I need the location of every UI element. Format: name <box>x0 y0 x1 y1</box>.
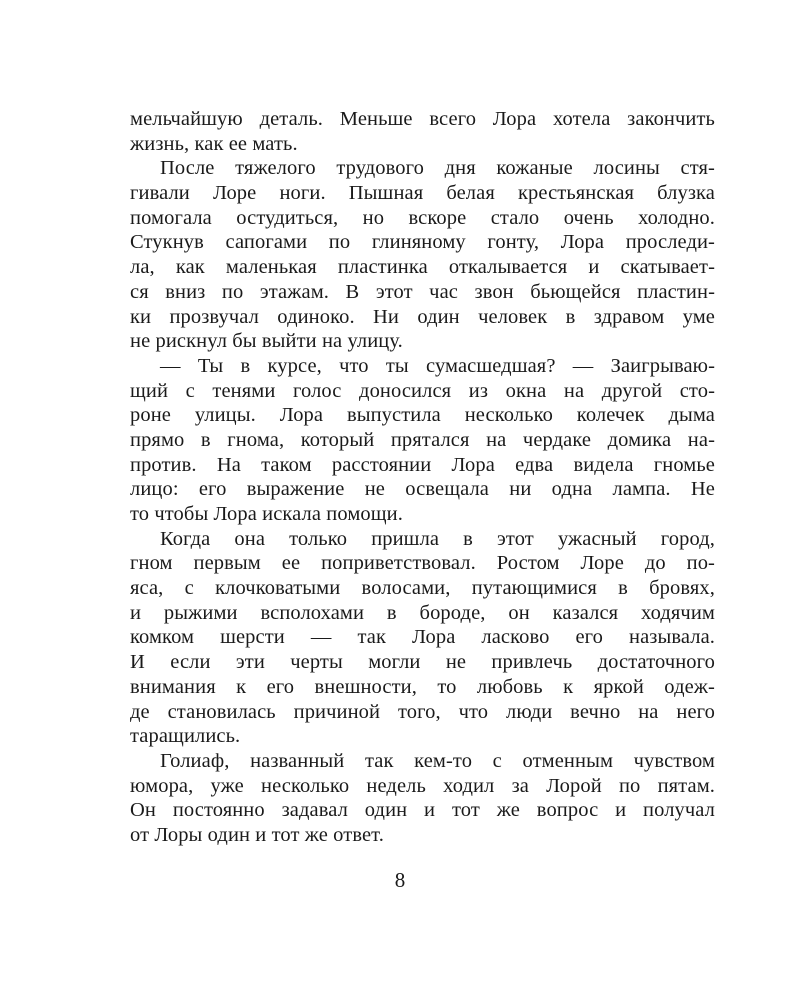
text-line: юмора, уже несколько недель ходил за Лорой по пятам. <box>130 774 715 797</box>
page-text <box>130 107 715 848</box>
text-line: После тяжелого трудового дня кожаные лосины стя- <box>160 157 715 180</box>
paragraph <box>130 527 715 749</box>
text-line: прямо в гнома, который прятался на чердаке домика на- <box>130 428 715 451</box>
text-line: Когда она только пришла в этот ужасный город, <box>160 527 715 550</box>
text-line: жизнь, как ее мать. <box>130 132 298 155</box>
text-line: яса, с клочковатыми волосами, путающимися в бровях, <box>130 577 715 600</box>
text-line: гивали Лоре ноги. Пышная белая крестьянская блузка <box>130 182 715 205</box>
text-line: — Ты в курсе, что ты сумасшедшая? — Заигрываю- <box>160 354 715 377</box>
text-line: мельчайшую деталь. Меньше всего Лора хотела закончить <box>130 108 715 130</box>
paragraph <box>130 107 715 156</box>
text-line: таращились. <box>130 725 241 748</box>
text-line: И если эти черты могли не привлечь достаточного <box>130 651 715 674</box>
text-line: ки прозвучал одиноко. Ни один человек в здравом уме <box>130 305 715 328</box>
paragraph <box>130 354 715 527</box>
text-line: то чтобы Лора искала помощи. <box>130 503 403 525</box>
text-line: гном первым ее поприветствовал. Ростом Лоре до по- <box>130 552 715 575</box>
page-number: 8 <box>394 868 406 892</box>
text-line: помогала остудиться, но вскоре стало очень холодно. <box>130 206 715 229</box>
text-line: Он постоянно задавал один и тот же вопрос и получал <box>130 799 715 822</box>
text-line: ла, как маленькая пластинка откалывается и скатывает- <box>130 256 715 279</box>
text-line: Голиаф, названный так кем-то с отменным чувством <box>160 749 715 772</box>
text-line: Стукнув сапогами по глиняному гонту, Лора проследи- <box>130 231 715 254</box>
text-line: роне улицы. Лора выпустила несколько колечек дыма <box>130 404 715 427</box>
text-line: от Лоры один и тот же ответ. <box>130 823 384 846</box>
paragraph <box>130 156 715 354</box>
text-line: против. На таком расстоянии Лора едва видела гномье <box>130 453 715 476</box>
text-line: комком шерсти — так Лора ласково его называла. <box>130 626 715 649</box>
text-line: де становилась причиной того, что люди вечно на него <box>130 700 715 723</box>
text-line: и рыжими всполохами в бороде, он казался ходячим <box>130 601 715 624</box>
text-line: ся вниз по этажам. В этот час звон бьющейся пластин- <box>130 280 715 303</box>
text-line: лицо: его выражение не освещала ни одна лампа. Не <box>130 478 715 501</box>
paragraph <box>130 749 715 848</box>
text-line: щий с тенями голос доносился из окна на другой сто- <box>130 379 715 402</box>
text-line: внимания к его внешности, то любовь к яркой одеж- <box>130 675 715 698</box>
text-line: не рискнул бы выйти на улицу. <box>130 330 403 353</box>
